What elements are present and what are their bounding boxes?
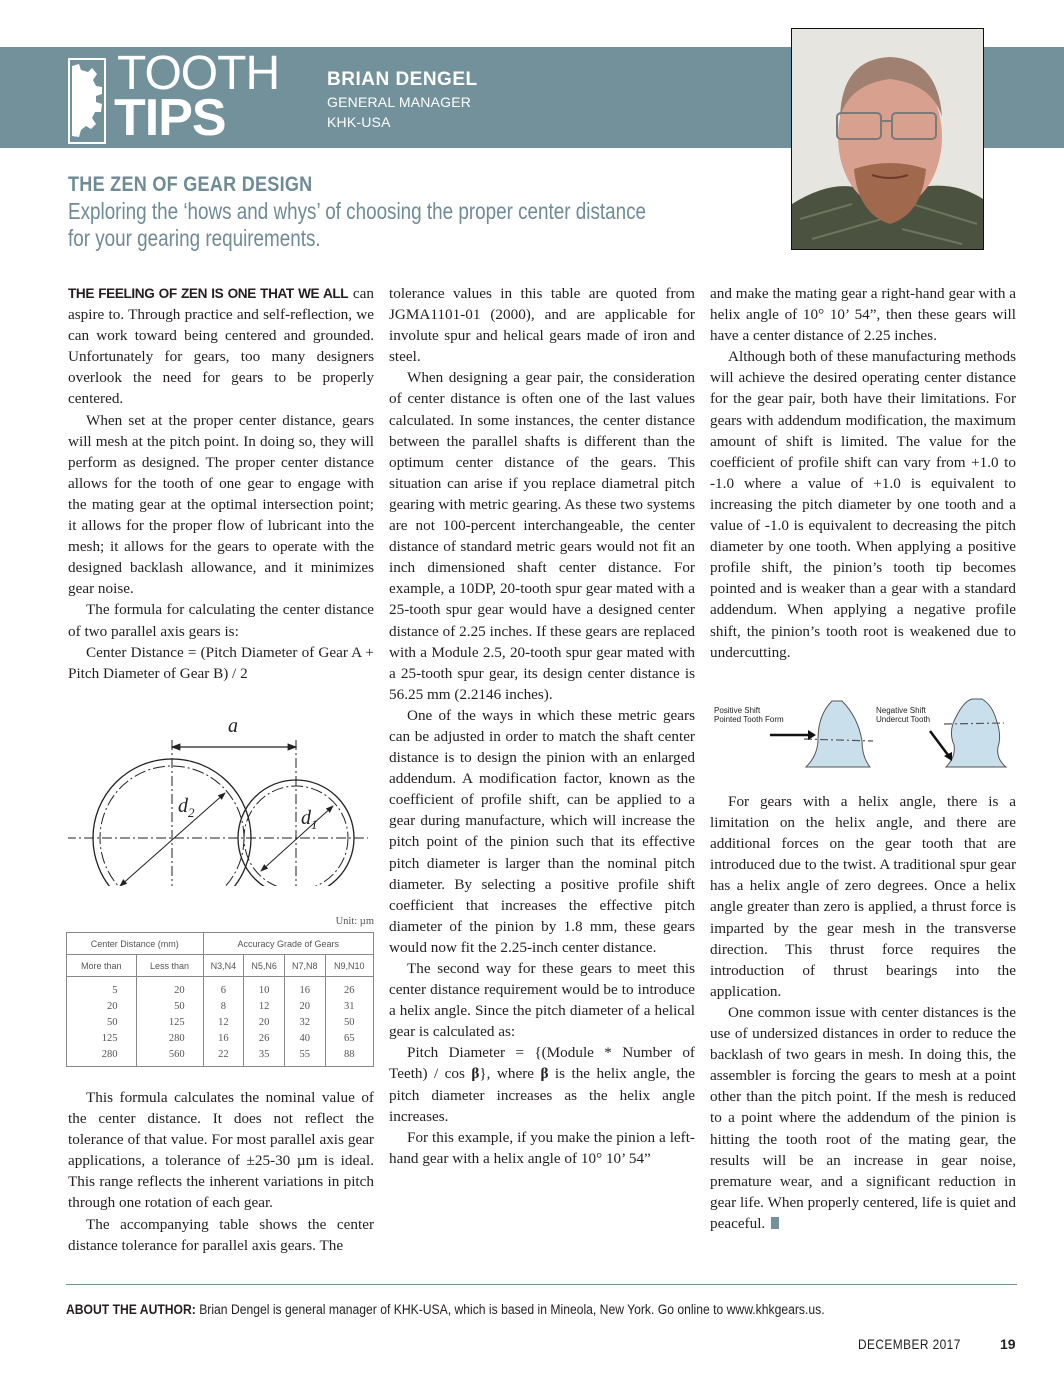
table-cell: 125 [67, 1030, 137, 1046]
paragraph [68, 283, 374, 410]
formula-pitch-diameter: Pitch Diameter = {(Module * Number of Teeth) / cos β}, where β is the helix angle, the pitch diameter increases as the helix angle increases. [389, 1044, 695, 1125]
group-header-center-distance: Center Distance (mm) [67, 933, 204, 955]
negative-shift-tooth [946, 699, 1006, 767]
about-the-author [66, 1302, 825, 1317]
author-title: GENERAL MANAGER [327, 94, 472, 110]
paragraph: One common issue with center distances is the use of undersized distances in order to reduce the backlash of two gears in mesh. In doing this, the assembler is forcing the gears to mesh at a point other than the pitch point. If the mesh is reduced to a point where the addendum of the pinion is hitting the tooth root of the mating gear, the results will be an increase in gear noise, premature wear, and a significant reduction in gear life. When properly centered, life is quiet and peaceful. [710, 1003, 1016, 1232]
article-title: THE ZEN OF GEAR DESIGN [68, 173, 313, 196]
author-name: BRIAN DENGEL [327, 69, 478, 90]
logo-tooth-text: TOOTH [117, 47, 280, 100]
table-cell: 65 [325, 1030, 373, 1046]
gear-logo-frame [68, 58, 106, 144]
table-row [67, 1030, 374, 1046]
table-cell: 26 [325, 977, 373, 999]
label-a: a [228, 715, 238, 737]
positive-shift-label: Positive Shift Pointed Tooth Form [714, 706, 784, 724]
table-row [67, 998, 374, 1014]
column-header: More than [67, 955, 137, 977]
column-header: N5,N6 [244, 955, 285, 977]
table-cell: 22 [203, 1046, 244, 1067]
table-unit: Unit: µm [335, 916, 374, 927]
table-row [67, 1014, 374, 1030]
lead-in: THE FEELING OF ZEN IS ONE THAT WE ALL [68, 286, 349, 301]
author-company: KHK-USA [327, 114, 391, 130]
table-cell: 16 [284, 977, 325, 999]
author-block [327, 68, 478, 132]
footer-divider [66, 1284, 1017, 1285]
table-cell: 280 [67, 1046, 137, 1067]
article-column-3 [710, 283, 1016, 663]
issue-date: DECEMBER 2017 [858, 1336, 961, 1352]
end-of-article-icon [771, 1217, 779, 1229]
author-portrait-image [792, 29, 983, 249]
tolerance-table [66, 932, 374, 1067]
positive-shift-tooth [806, 701, 870, 767]
article-subtitle-line-1: Exploring the ‘hows and whys’ of choosing the proper center distance [68, 198, 647, 224]
table-cell: 88 [325, 1046, 373, 1067]
paragraph: The formula for calculating the center distance of two parallel axis gears is: [68, 601, 374, 640]
paragraph: This formula calculates the nominal value of the center distance. It does not reflect the tolerance of that value. For most parallel axis gear applications, a tolerance of ±25-30 µm is ideal. This range reflects the inherent variations in pitch through one rotation of each gear. [68, 1089, 374, 1212]
table-cell: 31 [325, 998, 373, 1014]
paragraph-text: can aspire to. Through practice and self-reflection, we can work toward being centered and grounded. Unfortunately for gears, too many designers overlook the need for gears to be properly centered. [68, 285, 374, 408]
table-cell: 8 [203, 998, 244, 1014]
table-cell: 6 [203, 977, 244, 999]
article-headline [68, 172, 773, 252]
paragraph: When set at the proper center distance, gears will mesh at the pitch point. In doing so, they will perform as designed. The proper center distance allows for the tooth of one gear to engage with the mating gear at the optimal intersection point; it allows for the proper flow of lubricant into the mesh; it allows for the gears to operate with the designed backlash allowance, and it minimizes gear noise. [68, 411, 374, 598]
paragraph: and make the mating gear a right-hand gear with a helix angle of 10° 10’ 54”, then these gears will have a center distance of 2.25 inches. [710, 285, 1016, 345]
page-number: 19 [1000, 1336, 1016, 1352]
profile-shift-figure [708, 695, 1026, 770]
formula-center-distance: Center Distance = (Pitch Diameter of Gear A + Pitch Diameter of Gear B) / 2 [68, 643, 374, 682]
label-d1: $d_1$ [301, 807, 318, 832]
negative-shift-label: Negative Shift Undercut Tooth [876, 706, 931, 724]
table-cell: 10 [244, 977, 285, 999]
paragraph: The accompanying table shows the center distance tolerance for parallel axis gears. The [68, 1215, 374, 1254]
table-cell: 20 [244, 1014, 285, 1030]
table-cell: 40 [284, 1030, 325, 1046]
table-cell: 20 [136, 977, 203, 999]
logo-tips-text: TIPS [114, 89, 226, 147]
paragraph: tolerance values in this table are quoted from JGMA1101-01 (2000), and are applicable for involute spur and helical gears made of iron and steel. [389, 285, 695, 366]
center-distance-diagram [68, 710, 374, 888]
table-cell: 20 [284, 998, 325, 1014]
paragraph: The second way for these gears to meet this center distance requirement would be to introduce a helix angle. Since the pitch diameter of a helical gear is calculated as: [389, 960, 695, 1041]
paragraph: Although both of these manufacturing methods will achieve the desired operating center distance for the gear pair, both have their limitations. For gears with addendum modification, the maximum amount of shift is limited. The value for the coefficient of profile shift can vary from +1.0 to -1.0 where a value of +1.0 is equivalent to increasing the pitch diameter by one tooth and a value of -1.0 is equivalent to decreasing the pitch diameter by one tooth. When applying a positive profile shift, the pinion’s tooth tip becomes pointed and is weaker than a gear with a standard addendum. When applying a negative profile shift, the pinion’s tooth root is weakened due to undercutting. [710, 348, 1016, 661]
table-cell: 12 [203, 1014, 244, 1030]
table-cell: 35 [244, 1046, 285, 1067]
author-photo [791, 28, 984, 250]
table-cell: 125 [136, 1014, 203, 1030]
table-cell: 5 [67, 977, 137, 999]
article-column-1 [68, 283, 374, 684]
table-cell: 50 [67, 1014, 137, 1030]
paragraph: One of the ways in which these metric gears can be adjusted in order to match the shaft center distance is to design the pinion with an enlarged addendum. A modification factor, known as the coefficient of profile shift, can be applied to a gear during manufacture, which will increase the pitch point of the pinion such that its effective pitch diameter is larger than the nominal pitch diameter. By selecting a positive profile shift coefficient that increases the effective pitch diameter of the pinion by 1.8 mm, these gears would now fit the 2.25-inch center distance. [389, 706, 695, 956]
column-header: N3,N4 [203, 955, 244, 977]
article-column-3-continued [710, 791, 1016, 1234]
gear-icon [70, 60, 104, 142]
table-cell: 560 [136, 1046, 203, 1067]
table-cell: 12 [244, 998, 285, 1014]
paragraph: For gears with a helix angle, there is a limitation on the helix angle, and there are additional forces on the gear tooth that are introduced due to the twist. A traditional spur gear has a helix angle of zero degrees. Once a helix angle greater than zero is applied, a thrust force is imparted by the gear mesh in the transverse direction. This thrust force requires the introduction of thrust bearings into the application. [710, 793, 1016, 1000]
tolerance-table-figure [66, 916, 374, 1067]
paragraph: For this example, if you make the pinion a left-hand gear with a helix angle of 10° 10’ 54” [389, 1128, 695, 1167]
table-cell: 16 [203, 1030, 244, 1046]
column-header: N7,N8 [284, 955, 325, 977]
table-cell: 20 [67, 998, 137, 1014]
table-cell: 280 [136, 1030, 203, 1046]
gear-circles-figure [68, 710, 374, 888]
article-column-1-continued [68, 1087, 374, 1256]
column-header: Less than [136, 955, 203, 977]
article-column-2 [389, 283, 695, 1169]
about-text: Brian Dengel is general manager of KHK-USA, which is based in Mineola, New York. Go online to www.khkgears.us. [195, 1302, 825, 1317]
table-row [67, 1046, 374, 1067]
table-cell: 50 [325, 1014, 373, 1030]
paragraph: When designing a gear pair, the consideration of center distance is often one of the last values calculated. In some instances, the center distance between the parallel shafts is different than the optimum center distance of the gears. This situation can arise if you replace diametral pitch gearing with metric gearing. As these two systems are not 100-percent interchangeable, the center distance of standard metric gears would not fit an inch dimensioned shaft center distance. For example, a 10DP, 20-tooth spur gear mated with a 25-tooth spur gear would have a designed center distance of 2.25 inches. If these gears are replaced with a Module 2.5, 20-tooth spur gear mated with a 25-tooth spur gear, its design center distance is 56.25 mm (2.2146 inches). [389, 369, 695, 703]
article-subtitle-line-2: for your gearing requirements. [68, 225, 321, 251]
table-cell: 32 [284, 1014, 325, 1030]
label-d2: $d_2$ [178, 795, 195, 820]
column-header: N9,N10 [325, 955, 373, 977]
table-cell: 26 [244, 1030, 285, 1046]
about-label: ABOUT THE AUTHOR: [66, 1302, 196, 1317]
group-header-accuracy-grade: Accuracy Grade of Gears [203, 933, 373, 955]
table-cell: 50 [136, 998, 203, 1014]
table-row [67, 977, 374, 999]
table-cell: 55 [284, 1046, 325, 1067]
